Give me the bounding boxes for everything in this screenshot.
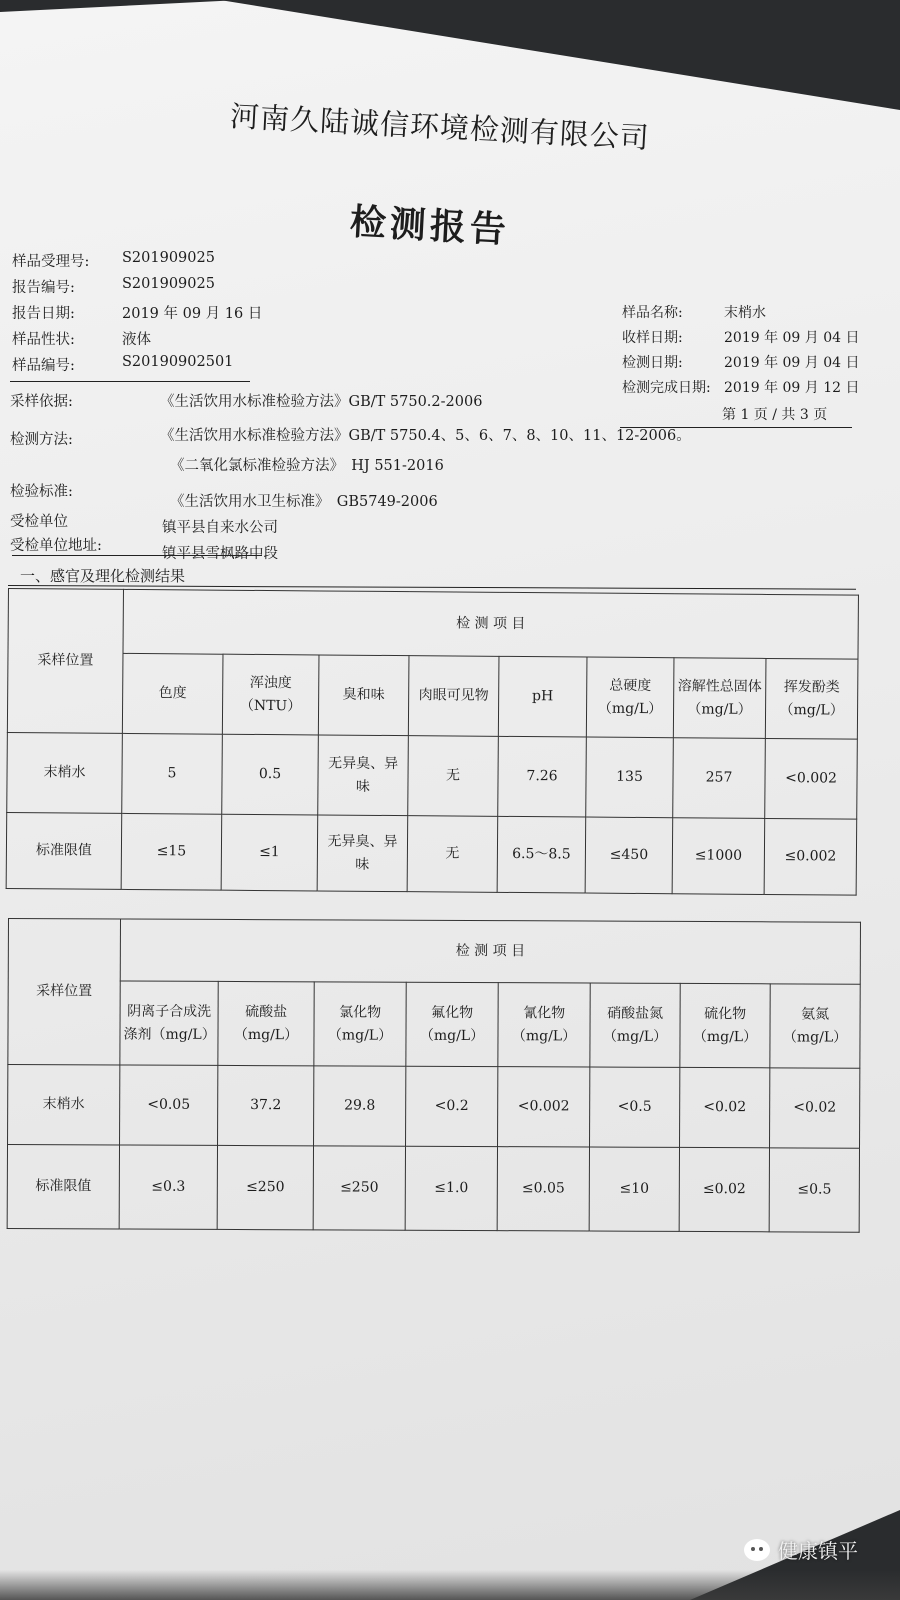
meta-value: 2019 年 09 月 04 日 <box>724 355 860 371</box>
cell-value: ≤1.0 <box>405 1146 497 1230</box>
cell-value: <0.002 <box>498 1067 590 1147</box>
basis-key: 检测方法: <box>10 432 73 448</box>
column-header: 硝酸盐氮（mg/L） <box>590 983 680 1067</box>
cell-value: ≤1000 <box>672 818 765 895</box>
column-header: 挥发酚类（mg/L） <box>765 658 858 739</box>
cell-value: 无 <box>408 736 499 817</box>
meta-value: S201909025 <box>122 250 215 266</box>
cell-value: 6.5～8.5 <box>497 816 586 893</box>
row-label: 末梢水 <box>7 732 123 813</box>
meta-value: S201909025 <box>122 276 215 292</box>
meta-value: 2019 年 09 月 04 日 <box>724 330 860 346</box>
column-header: 氰化物（mg/L） <box>498 983 590 1067</box>
cell-value: 37.2 <box>218 1065 314 1145</box>
meta-key: 样品性状: <box>12 332 75 348</box>
cell-value: ≤0.3 <box>119 1145 217 1229</box>
basis-value: 镇平县雪枫路中段 <box>162 546 278 562</box>
cell-value: ≤250 <box>313 1146 405 1230</box>
results-table-1 <box>6 588 859 896</box>
cell-value: ≤0.002 <box>764 818 857 895</box>
background-corner <box>0 0 240 12</box>
column-header: pH <box>498 656 587 737</box>
column-header: 氨氮（mg/L） <box>770 984 860 1068</box>
watermark <box>744 1535 858 1564</box>
column-header: 阴离子合成洗涤剂（mg/L） <box>120 981 218 1065</box>
column-header: 色度 <box>122 653 223 734</box>
cell-value: ≤0.05 <box>497 1147 589 1231</box>
cell-value: 无异臭、异味 <box>318 735 409 816</box>
row-label: 标准限值 <box>7 1145 119 1229</box>
cell-value: 0.5 <box>222 734 319 815</box>
table-row <box>7 732 858 819</box>
basis-key: 受检单位 <box>10 514 68 530</box>
meta-value: 液体 <box>122 332 151 348</box>
group-header: 检 测 项 目 <box>120 919 860 984</box>
basis-rule <box>12 555 262 556</box>
meta-value: 2019 年 09 月 16 日 <box>122 306 263 322</box>
meta-value: S20190902501 <box>122 354 234 370</box>
row-label: 末梢水 <box>8 1065 120 1145</box>
cell-value: 7.26 <box>498 736 587 817</box>
meta-value: 2019 年 09 月 12 日 <box>724 380 860 396</box>
meta-key: 样品名称: <box>622 305 683 321</box>
cell-value: 29.8 <box>314 1066 406 1146</box>
basis-value: 《生活饮用水卫生标准》 GB5749-2006 <box>170 494 438 510</box>
basis-key: 采样依据: <box>10 394 73 410</box>
meta-key: 报告日期: <box>12 306 75 322</box>
meta-key: 样品受理号: <box>12 254 90 270</box>
group-header: 检 测 项 目 <box>123 589 859 659</box>
page-info: 第 1 页 / 共 3 页 <box>722 407 828 423</box>
cell-value: 257 <box>673 738 766 819</box>
table-row <box>6 812 857 895</box>
meta-key: 检测完成日期: <box>622 380 711 396</box>
company-name: 河南久陆诚信环境检测有限公司 <box>229 99 651 155</box>
cell-value: 无异臭、异味 <box>317 815 408 892</box>
meta-key: 样品编号: <box>12 358 75 374</box>
background-corner <box>220 0 900 110</box>
cell-value: <0.2 <box>406 1066 498 1146</box>
background-strip <box>0 1570 900 1600</box>
column-header: 溶解性总固体（mg/L） <box>673 658 766 739</box>
column-header: 总硬度（mg/L） <box>586 657 674 738</box>
cell-value: <0.5 <box>590 1067 680 1147</box>
cell-value: ≤250 <box>217 1145 313 1229</box>
cell-value: ≤15 <box>121 813 222 890</box>
location-header: 采样位置 <box>7 589 123 734</box>
column-header: 臭和味 <box>318 655 409 736</box>
cell-value: ≤0.5 <box>769 1148 859 1232</box>
cell-value: <0.02 <box>680 1067 770 1147</box>
column-header: 氯化物（mg/L） <box>314 982 406 1066</box>
column-header: 硫酸盐（mg/L） <box>218 981 314 1065</box>
row-label: 标准限值 <box>6 812 122 889</box>
results-table-2 <box>7 918 861 1233</box>
column-header: 氟化物（mg/L） <box>406 982 498 1066</box>
cell-value: <0.02 <box>770 1068 860 1148</box>
cell-value: ≤450 <box>585 817 673 894</box>
basis-value: 《生活饮用水标准检验方法》GB/T 5750.2-2006 <box>160 394 483 410</box>
column-header: 硫化物（mg/L） <box>680 983 770 1067</box>
basis-key: 受检单位地址: <box>10 538 102 554</box>
basis-key: 检验标准: <box>10 484 73 500</box>
column-header: 肉眼可见物 <box>408 656 499 737</box>
cell-value: <0.002 <box>765 738 858 819</box>
table-row <box>8 1065 860 1149</box>
location-header: 采样位置 <box>8 919 121 1065</box>
cell-value: 5 <box>122 733 223 814</box>
header-rule <box>10 381 250 382</box>
cell-value: ≤0.02 <box>679 1147 769 1231</box>
cell-value: ≤10 <box>589 1147 679 1231</box>
cell-value: ≤1 <box>221 814 318 891</box>
meta-key: 收样日期: <box>622 330 683 346</box>
meta-key: 报告编号: <box>12 280 75 296</box>
basis-value: 《生活饮用水标准检验方法》GB/T 5750.4、5、6、7、8、10、11、12-2006。 <box>160 428 691 444</box>
cell-value: <0.05 <box>120 1065 218 1145</box>
meta-key: 检测日期: <box>622 355 683 371</box>
section-title: 一、感官及理化检测结果 <box>20 567 186 585</box>
cell-value: 135 <box>586 737 674 818</box>
report-title: 检测报告 <box>348 201 511 252</box>
basis-value: 镇平县自来水公司 <box>162 520 278 536</box>
table-row <box>7 1145 859 1233</box>
wechat-icon <box>744 1539 770 1561</box>
watermark-text: 健康镇平 <box>778 1539 858 1563</box>
cell-value: 无 <box>407 816 498 893</box>
meta-value: 末梢水 <box>724 305 766 321</box>
column-header: 浑浊度（NTU） <box>222 654 319 735</box>
basis-value: 《二氧化氯标准检验方法》 HJ 551-2016 <box>170 458 444 474</box>
